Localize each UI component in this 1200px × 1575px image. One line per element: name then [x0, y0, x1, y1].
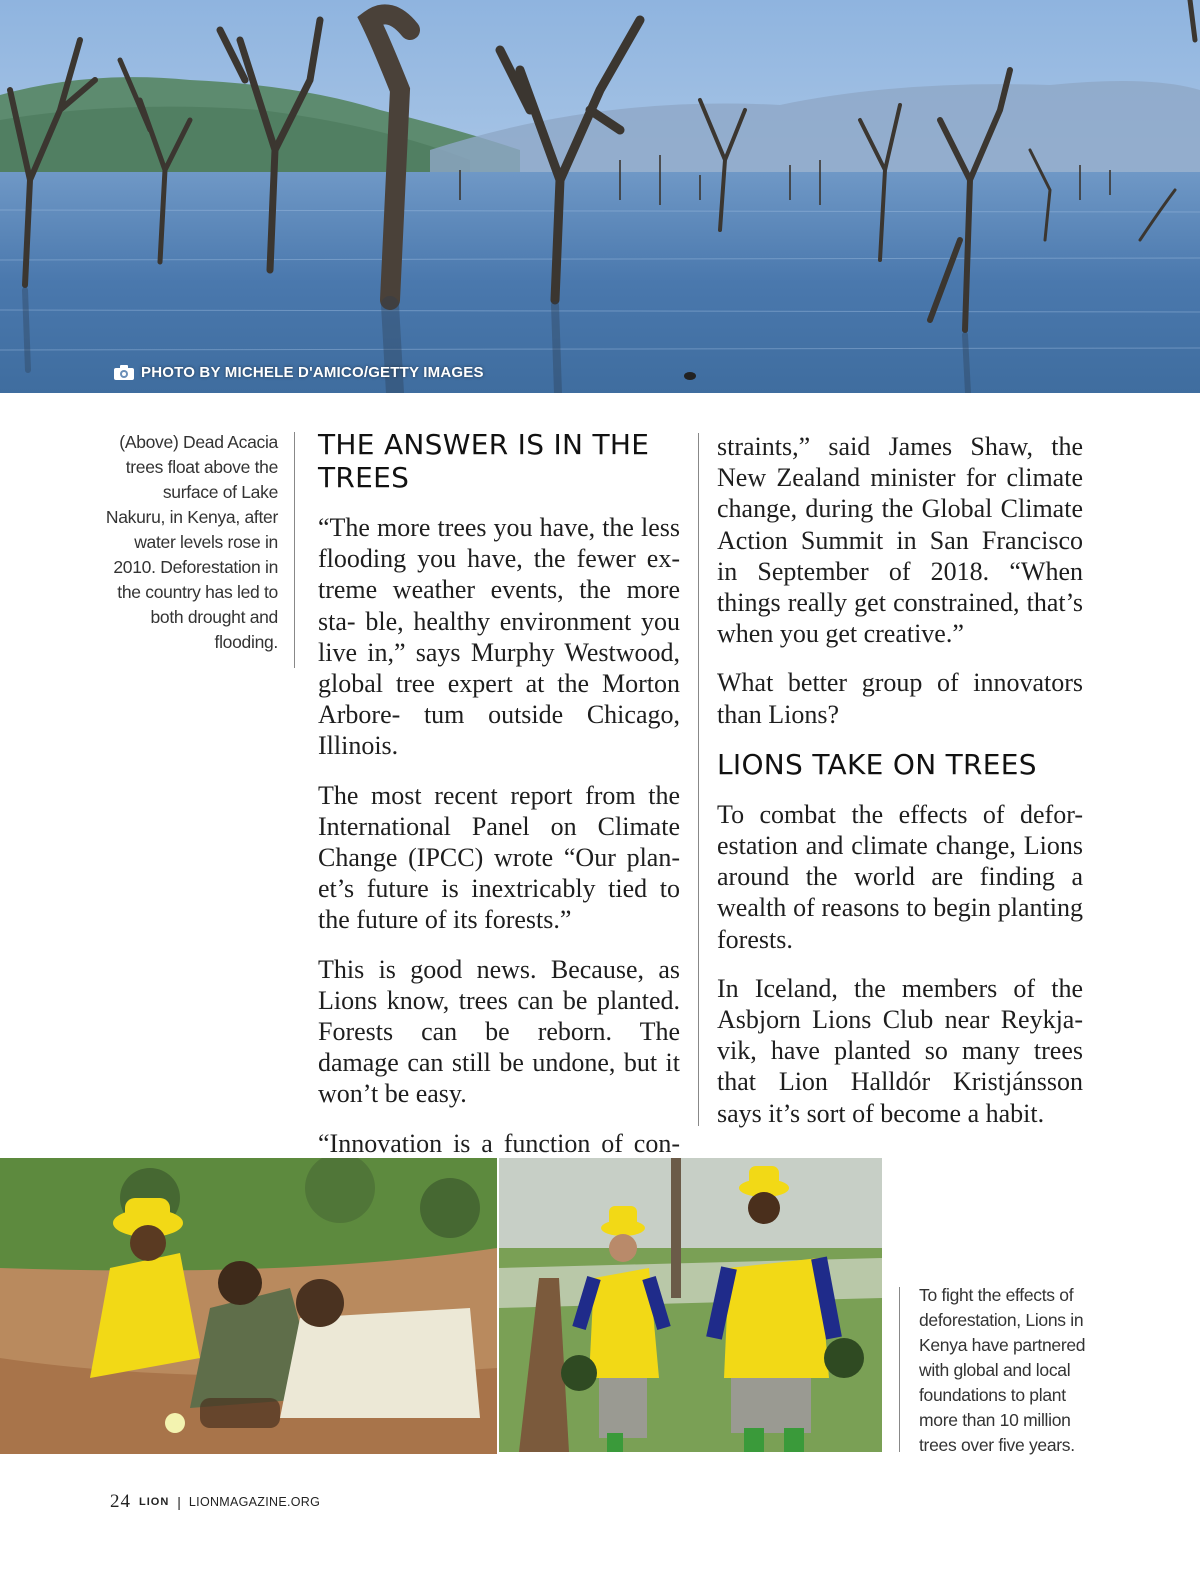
planting-photo-left — [0, 1158, 497, 1454]
camera-icon — [114, 365, 134, 380]
article-column-2 — [717, 431, 1083, 1147]
bottom-caption-divider — [899, 1287, 900, 1452]
article-paragraph: “The more trees you have, the less flooding you have, the fewer ex- treme weather events, the more sta- ble, healthy environment you live in,” says Murphy Westwood, global tree expert at the Morton Arbore- tum outside Chicago, Illinois. — [318, 513, 680, 761]
article-paragraph: The most recent report from the International Panel on Climate Change (IPCC) wrote “Our plan- et’s future is inextricably tied to the future of its forests.” — [318, 780, 680, 935]
hero-photo — [0, 0, 1200, 393]
page-number: 24 — [110, 1491, 131, 1512]
article-column-1 — [318, 428, 680, 1177]
article-paragraph: What better group of innovators than Lions? — [717, 668, 1083, 729]
photo-credit — [114, 364, 484, 381]
magazine-brand: LION — [139, 1496, 170, 1508]
planting-photo-right — [499, 1158, 882, 1452]
lions-holding-seedlings-photo — [499, 1158, 882, 1452]
photo-credit-text: PHOTO BY MICHELE D'AMICO/GETTY IMAGES — [141, 364, 484, 381]
article-paragraph: In Iceland, the members of the Asbjorn Lions Club near Reykja- vik, have planted so many trees that Lion Halldór Kristjánsson says it’s sort of become a habit. — [717, 973, 1083, 1128]
article-paragraph: straints,” said James Shaw, the New Zealand minister for climate change, during the Global Climate Action Summit in San Francisco in September of 2018. “When things really get constrained, that’s when you get creative.” — [717, 432, 1083, 649]
section-heading-answer: THE ANSWER IS IN THE TREES — [318, 428, 650, 494]
bottom-photo-caption: To fight the effects of deforestation, Lions in Kenya have partnered with global and local foundations to plant more than 10 million trees over five years. — [919, 1285, 1086, 1455]
caption-divider — [294, 432, 295, 668]
magazine-website-link[interactable]: LIONMAGAZINE.ORG — [188, 1495, 321, 1509]
lake-with-dead-trees-photo — [0, 0, 1200, 393]
page-footer — [110, 1491, 320, 1513]
article-paragraph: To combat the effects of defor- estation and climate change, Lions around the world are finding a wealth of reasons to begin planting forests. — [717, 799, 1083, 954]
top-photo-caption: (Above) Dead Acacia trees float above the surface of Lake Nakuru, in Kenya, after water levels rose in 2010. Deforestation in the country has led to both drought and flooding. — [105, 432, 278, 652]
article-paragraph: This is good news. Because, as Lions know, trees can be planted. Forests can be reborn. The damage can still be undone, but it won’t be easy. — [318, 954, 680, 1109]
column-divider — [698, 433, 699, 1126]
article-paragraph: “Innovation is a function of con- — [318, 1128, 680, 1158]
lions-planting-trees-photo — [0, 1158, 497, 1454]
footer-separator: | — [177, 1494, 181, 1510]
section-heading-lions: LIONS TAKE ON TREES — [717, 747, 1037, 781]
